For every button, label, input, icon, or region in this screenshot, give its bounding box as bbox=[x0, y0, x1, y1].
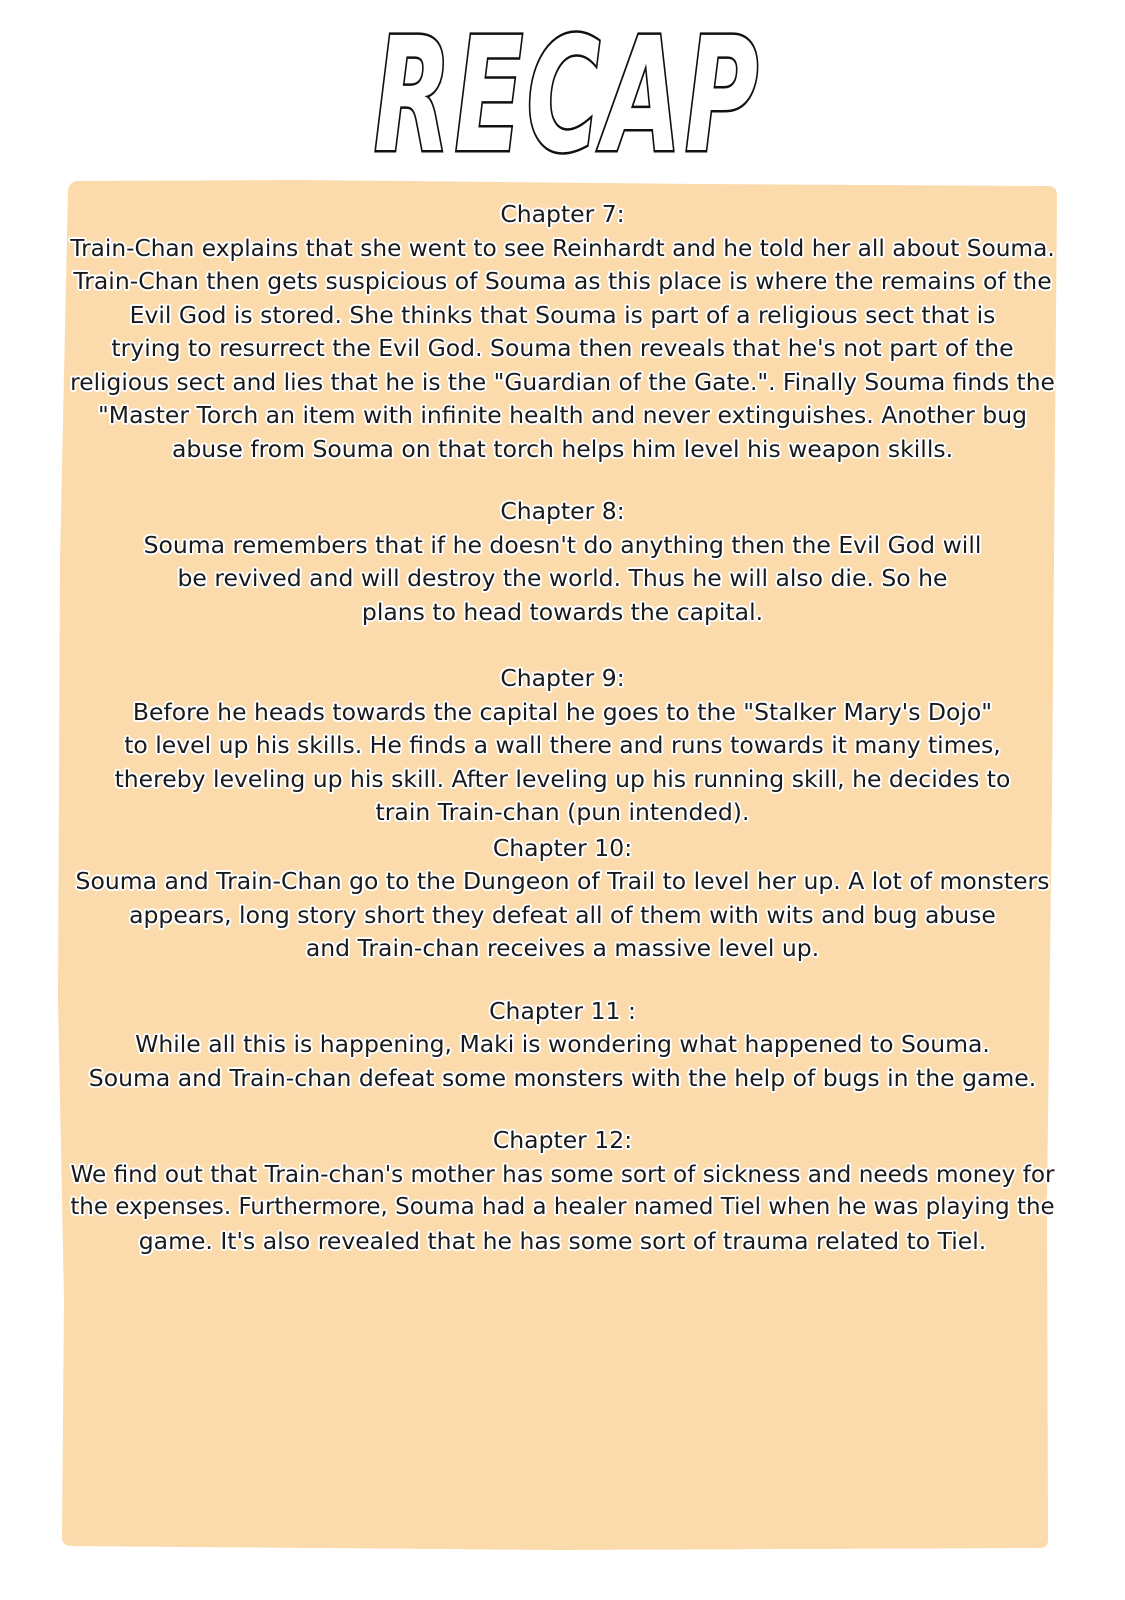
chapter-text-line: We find out that Train-chan's mother has some sort of sickness and needs money for bbox=[70, 1160, 1055, 1188]
chapter-heading: Chapter 9: bbox=[500, 664, 625, 692]
chapter-heading: Chapter 8: bbox=[500, 497, 625, 525]
chapter-text-line: be revived and will destroy the world. Thus he will also die. So he bbox=[177, 564, 948, 592]
chapter-12 bbox=[70, 1124, 1055, 1258]
page-title: RECAP bbox=[374, 4, 762, 180]
recap-content bbox=[70, 198, 1055, 1258]
chapter-text-line: Before he heads towards the capital he goes to the "Stalker Mary's Dojo" bbox=[132, 697, 993, 726]
chapter-heading: Chapter 7: bbox=[500, 200, 625, 228]
chapter-9 bbox=[70, 662, 1055, 830]
chapter-10 bbox=[70, 832, 1055, 966]
chapter-text-line: to level up his skills. He finds a wall there and runs towards it many times, bbox=[124, 731, 1001, 759]
spacer bbox=[70, 966, 1055, 995]
chapter-heading: Chapter 11 : bbox=[489, 996, 636, 1025]
recap-title-banner bbox=[0, 0, 1125, 180]
chapter-text-line: Train-Chan then gets suspicious of Souma as this place is where the remains of the bbox=[73, 267, 1052, 295]
chapter-text-line: appears, long story short they defeat all of them with wits and bug abuse bbox=[129, 900, 996, 929]
spacer bbox=[70, 1095, 1055, 1124]
chapter-text-line: game. It's also revealed that he has some sort of trauma related to Tiel. bbox=[138, 1226, 987, 1255]
chapter-text-line: abuse from Souma on that torch helps him level his weapon skills. bbox=[171, 434, 954, 463]
chapter-7 bbox=[70, 198, 1055, 466]
chapter-text-line: train Train-chan (pun intended). bbox=[375, 798, 750, 826]
chapter-text-line: "Master Torch an item with infinite health and never extinguishes. Another bug bbox=[97, 401, 1028, 429]
spacer bbox=[70, 629, 1055, 662]
chapter-text-line: thereby leveling up his skill. After leveling up his running skill, he decides to bbox=[114, 764, 1011, 793]
chapter-text-line: Train-Chan explains that she went to see Reinhardt and he told her all about Souma. bbox=[70, 234, 1055, 262]
chapter-text-line: plans to head towards the capital. bbox=[361, 597, 764, 626]
chapter-text-line: and Train-chan receives a massive level up. bbox=[305, 934, 820, 962]
chapter-text-line: Evil God is stored. She thinks that Souma is part of a religious sect that is bbox=[129, 300, 996, 329]
chapter-text-line: religious sect and lies that he is the "Guardian of the Gate.". Finally Souma finds the bbox=[70, 367, 1055, 396]
chapter-text-line: trying to resurrect the Evil God. Souma then reveals that he's not part of the bbox=[111, 334, 1014, 362]
spacer bbox=[70, 466, 1055, 495]
chapter-text-line: Souma and Train-Chan go to the Dungeon of Trail to level her up. A lot of monsters bbox=[75, 867, 1050, 895]
chapter-text-line: Souma and Train-chan defeat some monsters with the help of bugs in the game. bbox=[88, 1063, 1037, 1092]
chapter-text-line: While all this is happening, Maki is wondering what happened to Souma. bbox=[135, 1030, 990, 1058]
chapter-heading: Chapter 10: bbox=[492, 833, 633, 862]
chapter-heading: Chapter 12: bbox=[492, 1126, 633, 1154]
chapter-text-line: Souma remembers that if he doesn't do anything then the Evil God will bbox=[143, 530, 982, 559]
chapter-11 bbox=[70, 995, 1055, 1096]
chapter-8 bbox=[70, 495, 1055, 629]
chapter-text-line: the expenses. Furthermore, Souma had a healer named Tiel when he was playing the bbox=[70, 1194, 1055, 1220]
